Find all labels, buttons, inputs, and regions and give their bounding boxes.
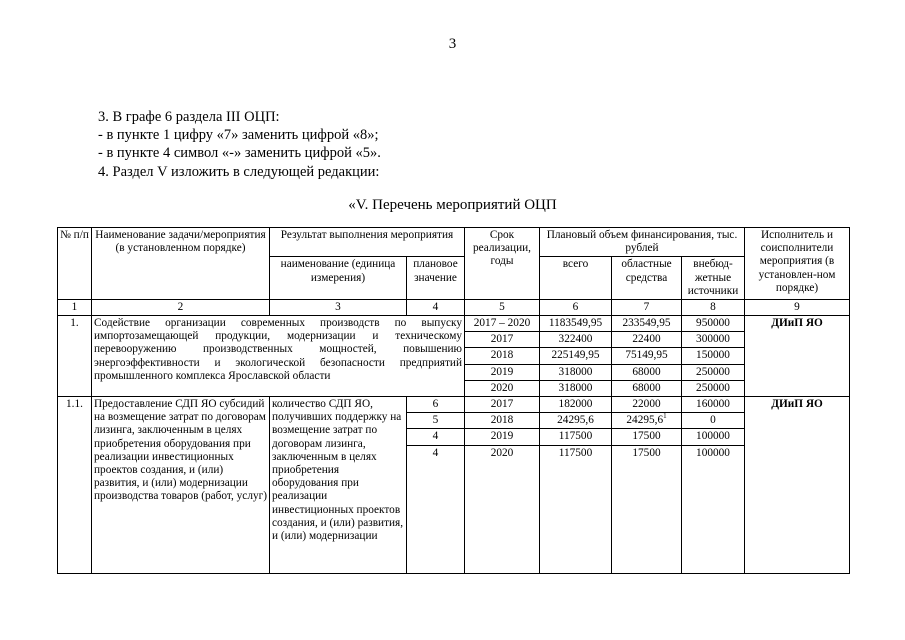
extra-cell: 150000 [682, 348, 745, 364]
empty-cell [682, 461, 745, 574]
executor-cell: ДИиП ЯО [745, 316, 850, 397]
total-cell: 117500 [540, 445, 612, 461]
extra-cell: 300000 [682, 332, 745, 348]
header-row [58, 228, 850, 257]
extra-cell: 100000 [682, 445, 745, 461]
regional-cell: 17500 [612, 445, 682, 461]
regional-cell: 22400 [612, 332, 682, 348]
table-row [58, 397, 850, 413]
intro-line: - в пункте 1 цифру «7» заменить цифрой «8»; [98, 127, 379, 144]
row-title: Содействие организации современных производств по выпуску импортозамещающей продукции, модернизации и техническому перевооружению производственных мощностей, повышению энергоэффективности и экологической безопасности предприятий промышленного комплекса Ярославской области [92, 316, 465, 397]
header-term: Срок реализации, годы [465, 228, 540, 300]
column-number: 8 [682, 300, 745, 316]
total-cell: 1183549,95 [540, 316, 612, 332]
header-total: всего [540, 257, 612, 300]
result-name-cell: количество СДП ЯО, получивших поддержку на возмещение затрат по договорам лизинга, заключенным в целях приобретения оборудования при реализации инвестиционных проектов создания, и (или) развития, и (или) модернизации [270, 397, 407, 574]
extra-cell: 0 [682, 413, 745, 429]
year-cell: 2017 [465, 397, 540, 413]
regional-cell: 22000 [612, 397, 682, 413]
regional-cell [612, 413, 682, 429]
extra-cell: 160000 [682, 397, 745, 413]
empty-cell [540, 461, 612, 574]
plan-cell: 4 [407, 445, 465, 461]
empty-cell [612, 461, 682, 574]
regional-cell: 75149,95 [612, 348, 682, 364]
column-number: 5 [465, 300, 540, 316]
year-cell: 2020 [465, 445, 540, 461]
header-funding: Плановый объем финансирования, тыс. рублей [540, 228, 745, 257]
total-cell: 117500 [540, 429, 612, 445]
header-task: Наименование задачи/мероприятия (в установленном порядке) [92, 228, 270, 300]
regional-value: 24295,6 [626, 414, 664, 427]
year-cell: 2020 [465, 380, 540, 396]
column-numbers-row [58, 300, 850, 316]
plan-cell: 5 [407, 413, 465, 429]
total-cell: 225149,95 [540, 348, 612, 364]
year-cell: 2018 [465, 348, 540, 364]
column-number: 6 [540, 300, 612, 316]
total-cell: 322400 [540, 332, 612, 348]
table-row [58, 316, 850, 332]
regional-cell: 17500 [612, 429, 682, 445]
measures-table [57, 227, 850, 574]
header-result-name: наименование (единица измерения) [270, 257, 407, 300]
extra-cell: 250000 [682, 364, 745, 380]
column-number: 3 [270, 300, 407, 316]
year-cell: 2017 – 2020 [465, 316, 540, 332]
footnote-mark: 1 [663, 412, 667, 421]
column-number: 7 [612, 300, 682, 316]
intro-line: - в пункте 4 символ «-» заменить цифрой «5». [98, 145, 381, 162]
extra-cell: 250000 [682, 380, 745, 396]
executor-cell: ДИиП ЯО [745, 397, 850, 574]
year-cell: 2019 [465, 364, 540, 380]
total-cell: 24295,6 [540, 413, 612, 429]
section-title: «V. Перечень мероприятий ОЦП [348, 197, 557, 213]
header-executor: Исполнитель и соисполнители мероприятия (в установлен-ном порядке) [745, 228, 850, 300]
header-num: № п/п [58, 228, 92, 300]
regional-cell: 68000 [612, 380, 682, 396]
year-cell: 2019 [465, 429, 540, 445]
column-number: 2 [92, 300, 270, 316]
intro-line: 3. В графе 6 раздела III ОЦП: [98, 109, 280, 125]
row-number: 1.1. [58, 397, 92, 574]
regional-cell: 233549,95 [612, 316, 682, 332]
row-title: Предоставление СДП ЯО субсидий на возмещение затрат по договорам лизинга, заключенным в целях приобретения оборудования при реализации инвестиционных проектов создания, и (или) развития, и (или) модернизации производства товаров (работ, услуг) [92, 397, 270, 574]
intro-line: 4. Раздел V изложить в следующей редакции: [98, 163, 380, 180]
header-result: Результат выполнения мероприятия [270, 228, 465, 257]
extra-cell: 950000 [682, 316, 745, 332]
header-extra: внебюд-жетные источники [682, 257, 745, 300]
total-cell: 318000 [540, 380, 612, 396]
plan-cell: 6 [407, 397, 465, 413]
intro-text [98, 108, 381, 181]
row-number: 1. [58, 316, 92, 397]
empty-cell [407, 461, 465, 574]
empty-cell [465, 461, 540, 574]
year-cell: 2017 [465, 332, 540, 348]
plan-cell: 4 [407, 429, 465, 445]
column-number: 9 [745, 300, 850, 316]
column-number: 1 [58, 300, 92, 316]
column-number: 4 [407, 300, 465, 316]
regional-cell: 68000 [612, 364, 682, 380]
year-cell: 2018 [465, 413, 540, 429]
page-number: 3 [448, 36, 457, 52]
extra-cell: 100000 [682, 429, 745, 445]
total-cell: 318000 [540, 364, 612, 380]
header-regional: областные средства [612, 257, 682, 300]
total-cell: 182000 [540, 397, 612, 413]
header-result-plan: плановое значение [407, 257, 465, 300]
